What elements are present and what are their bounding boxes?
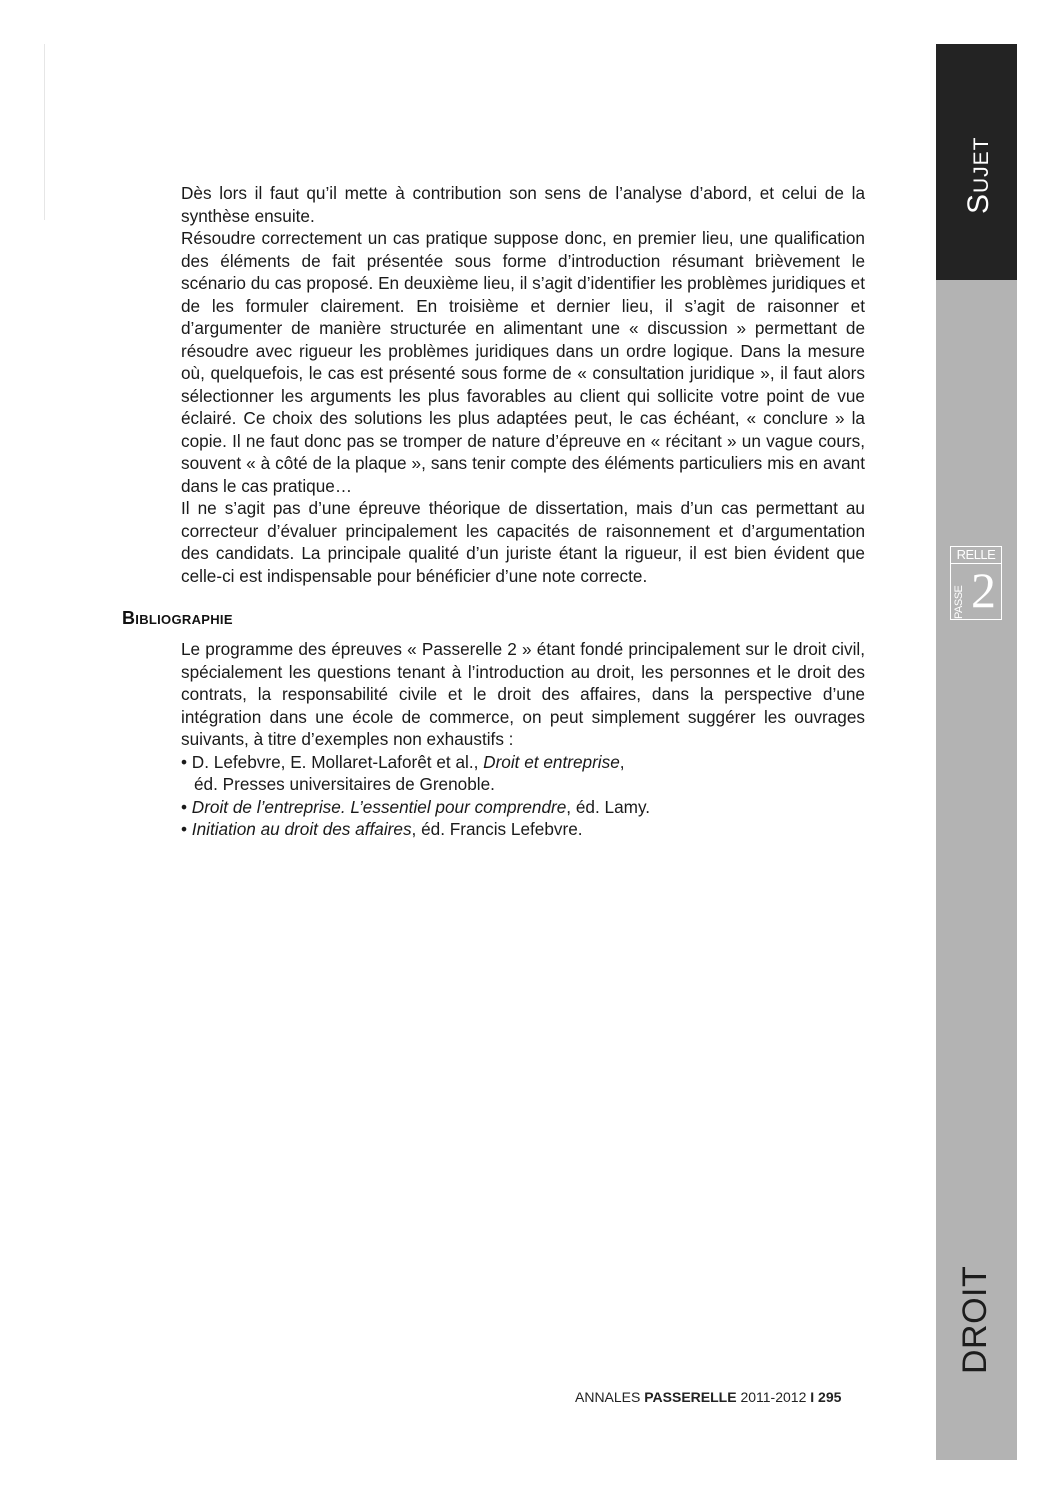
bibliography-list [181,751,865,841]
logo-top-text: RELLE [951,547,1001,564]
bullet: • [181,819,192,839]
footer-year: 2011-2012 [736,1389,811,1405]
book-publisher: éd. Presses universitaires de Grenoble. [194,774,495,794]
page-number: 295 [814,1389,842,1405]
book-suffix: , éd. Francis Lefebvre. [411,819,583,839]
book-title: Initiation au droit des affaires [191,819,412,839]
passerelle-2-logo [950,546,1002,620]
side-tab-label-sujet: Sujet [962,136,995,214]
side-tab-label-droit: DROIT [956,1265,994,1374]
book-suffix: , [619,751,625,772]
footer-brand: PASSERELLE [644,1389,737,1405]
bibliography-section [181,638,865,841]
page-footer [575,1389,841,1405]
book-title: Droit et entreprise [483,751,620,772]
list-item [181,796,865,819]
bullet: • [181,796,192,817]
intro-text [181,182,865,587]
book-authors: D. Lefebvre, E. Mollaret-Laforêt et al., [191,751,484,772]
book-suffix: , éd. Lamy. [566,796,651,817]
paragraph: Il ne s’agit pas d’une épreuve théorique de dissertation, mais d’un cas permettant au correcteur d’évaluer principalement les capacités de raisonnement et d’argumentation des candidats. La principale qualité d’un juriste étant la rigueur, il est bien évident que celle-ci est indispensable pour bénéficier d’une note correcte. [181,498,865,586]
logo-side-text: PASSE [953,585,965,619]
bibliography-heading: Bibliographie [122,608,233,628]
bibliography-intro: Le programme des épreuves « Passerelle 2 » étant fondé principalement sur le droit civil, spécialement les questions tenant à l’introduction au droit, les personnes et le droit des contrats, la responsabilité civile et le droit des affaires, dans la perspective d’une intégration dans une école de commerce, on peut simplement suggérer les ouvrages suivants, à titre d’exemples non exhaustifs : [181,639,865,749]
list-item [181,751,865,796]
paragraph: Résoudre correctement un cas pratique suppose donc, en premier lieu, une qualification des éléments de fait présentée sous forme d’introduction résumant brièvement le scénario du cas proposé. En deuxième lieu, il s’agit d’identifier les problèmes juridiques et de les formuler clairement. En troisième et dernier lieu, il s’agit de raisonner et d’argumenter de manière structurée en alimentant une « discussion » permettant de résoudre avec rigueur les problèmes juridiques dans un ordre logique. Dans la mesure où, quelquefois, le cas est présenté sous forme de « consultation juridique », il faut alors sélectionner les arguments les plus favorables au client qui sollicite votre point de vue éclairé. Ce choix des solutions les plus adaptées peut, le cas échéant, « conclure » la copie. Il ne faut donc pas se tromper de nature d’épreuve en « récitant » un vague cours, souvent « à côté de la plaque », sans tenir compte des éléments particuliers mis en avant dans le cas pratique… [181,228,865,496]
crop-mark [44,44,45,220]
footer-annales: ANNALES [575,1389,645,1405]
book-title: Droit de l’entreprise. L’essentiel pour comprendre [191,796,567,817]
list-item [181,818,865,841]
bullet: • [181,751,192,772]
logo-number: 2 [971,562,996,618]
paragraph: Dès lors il faut qu’il mette à contribution son sens de l’analyse d’abord, et celui de la synthèse ensuite. [181,183,865,226]
footer-separator: I [810,1389,815,1405]
